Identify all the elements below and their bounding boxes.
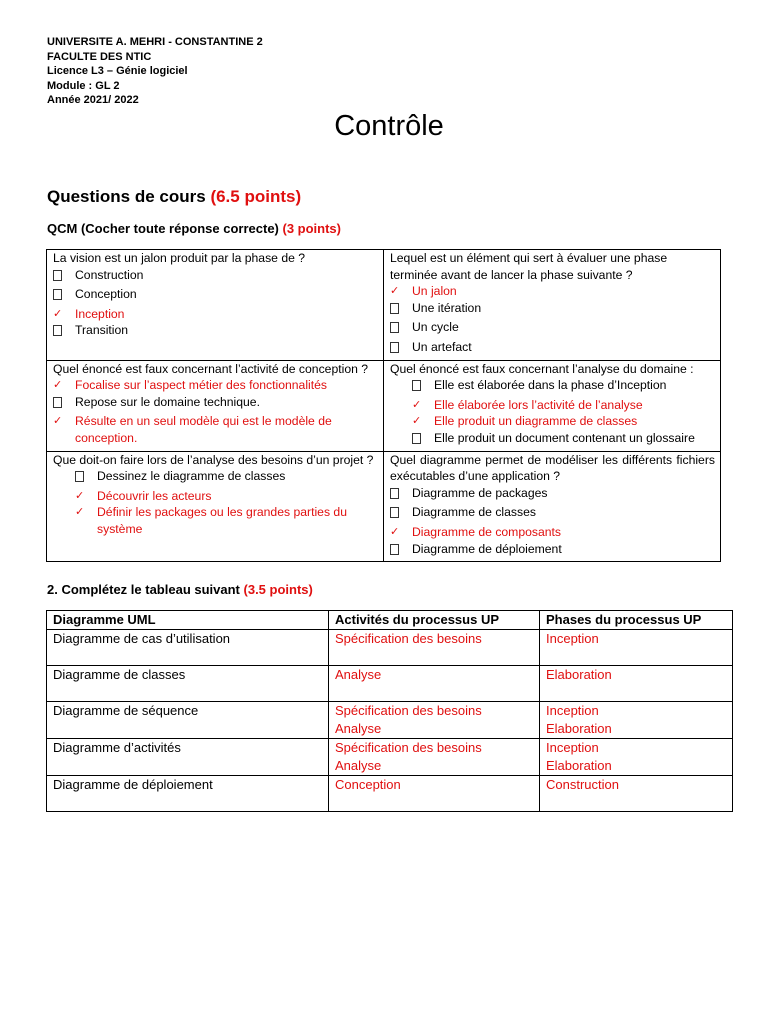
table2-title	[47, 582, 313, 597]
diagram-cell: Diagramme de classes	[47, 666, 329, 702]
option-label: Elle produit un document contenant un glossaire	[434, 430, 695, 445]
option-label: Repose sur le domaine technique.	[75, 394, 260, 409]
checkbox-icon[interactable]	[390, 319, 412, 339]
checkbox-icon[interactable]	[390, 339, 412, 359]
option-item-correct[interactable]	[53, 377, 378, 394]
option-label: Un artefact	[412, 339, 472, 354]
option-item[interactable]	[53, 394, 378, 414]
question-2	[384, 250, 721, 361]
diagram-cell: Diagramme de déploiement	[47, 776, 329, 812]
diagram-cell: Diagramme d’activités	[47, 739, 329, 776]
option-item-correct[interactable]	[53, 413, 378, 446]
option-item-correct[interactable]	[390, 524, 715, 541]
checkbox-icon[interactable]	[53, 267, 75, 287]
option-item[interactable]	[53, 267, 378, 287]
phase-cell[interactable]	[540, 702, 733, 739]
qcm-title	[47, 221, 341, 236]
option-item[interactable]	[53, 286, 378, 306]
option-label: Diagramme de classes	[412, 505, 536, 520]
module-name: Module : GL 2	[47, 79, 120, 92]
activity-cell[interactable]	[329, 666, 540, 702]
option-label: Construction	[75, 267, 144, 282]
option-item[interactable]	[390, 377, 715, 397]
qcm-row	[47, 451, 721, 562]
option-item[interactable]	[390, 485, 715, 505]
option-item-correct[interactable]	[390, 397, 715, 414]
activity-cell[interactable]	[329, 702, 540, 739]
table-row	[47, 666, 733, 702]
diagram-cell: Diagramme de cas d’utilisation	[47, 630, 329, 666]
university-name: UNIVERSITE A. MEHRI - CONSTANTINE 2	[47, 36, 263, 48]
question-text: Que doit-on faire lors de l’analyse des besoins d’un projet ?	[53, 452, 374, 467]
option-label: Elle élaborée lors l’activité de l’analyse	[434, 397, 643, 412]
activity-line: Spécification des besoins	[335, 631, 482, 646]
table2-points: (3.5 points)	[243, 582, 313, 597]
option-label: Elle est élaborée dans la phase d’Inception	[434, 378, 667, 393]
table-row	[47, 739, 733, 776]
section-label: Questions de cours	[47, 187, 206, 206]
option-label: Diagramme de packages	[412, 485, 548, 500]
phase-line: Elaboration	[546, 758, 612, 773]
question-text: Quel énoncé est faux concernant l’activité de conception ?	[53, 361, 369, 376]
activity-line: Conception	[335, 777, 401, 792]
option-item-correct[interactable]	[53, 504, 378, 537]
option-item[interactable]	[390, 300, 715, 320]
checkmark-icon[interactable]: ✓	[390, 525, 400, 538]
question-text: Lequel est un élément qui sert à évaluer une phase terminée avant de lancer la phase suivante ?	[390, 251, 668, 282]
checkbox-icon[interactable]	[412, 377, 434, 397]
activity-cell[interactable]	[329, 630, 540, 666]
checkbox-icon[interactable]	[390, 485, 412, 505]
checkbox-icon[interactable]	[390, 504, 412, 524]
qcm-row	[47, 360, 721, 451]
option-label: Découvrir les acteurs	[97, 488, 212, 503]
qcm-row	[47, 250, 721, 361]
degree-name: Licence L3 – Génie logiciel	[47, 65, 188, 77]
checkmark-icon[interactable]: ✓	[53, 307, 63, 320]
column-header: Activités du processus UP	[329, 611, 540, 630]
checkmark-icon[interactable]: ✓	[53, 415, 63, 428]
option-label: Elle produit un diagramme de classes	[434, 414, 638, 429]
phase-cell[interactable]	[540, 630, 733, 666]
option-label: Un jalon	[412, 284, 457, 299]
section-points: (6.5 points)	[210, 187, 302, 206]
faculty-name: FACULTE DES NTIC	[47, 50, 152, 63]
option-label: Une itération	[412, 300, 482, 315]
phase-cell[interactable]	[540, 666, 733, 702]
option-item[interactable]	[390, 339, 715, 359]
option-item[interactable]	[390, 319, 715, 339]
phase-line: Inception	[546, 631, 599, 646]
checkmark-icon[interactable]: ✓	[412, 398, 422, 411]
option-item-correct[interactable]	[53, 306, 378, 323]
activity-line: Analyse	[335, 667, 382, 682]
qcm-label: QCM (Cocher toute réponse correcte)	[47, 221, 279, 236]
checkbox-icon[interactable]	[75, 468, 97, 488]
question-1	[47, 250, 384, 361]
checkbox-icon[interactable]	[412, 430, 434, 450]
question-3	[47, 360, 384, 451]
document-header	[47, 35, 263, 108]
diagram-cell: Diagramme de séquence	[47, 702, 329, 739]
question-text: La vision est un jalon produit par la phase de ?	[53, 251, 306, 265]
question-4	[384, 360, 721, 451]
section-title	[47, 187, 301, 207]
checkbox-icon[interactable]	[53, 322, 75, 342]
option-label: Diagramme de composants	[412, 524, 562, 539]
option-item-correct[interactable]	[390, 413, 715, 430]
qcm-points: (3 points)	[282, 221, 341, 236]
page-title: Contrôle	[334, 110, 444, 142]
option-item[interactable]	[53, 468, 378, 488]
question-text: Quel diagramme permet de modéliser les différents fichiers exécutables d’une application ?	[390, 452, 715, 484]
checkbox-icon[interactable]	[390, 300, 412, 320]
option-item-correct[interactable]	[390, 283, 715, 300]
checkbox-icon[interactable]	[53, 286, 75, 306]
table-row	[47, 702, 733, 739]
option-label: Diagramme de déploiement	[412, 541, 562, 556]
table-row	[47, 776, 733, 812]
academic-year: Année 2021/ 2022	[47, 94, 139, 106]
question-5	[47, 451, 384, 562]
activity-cell[interactable]	[329, 776, 540, 812]
phase-cell[interactable]	[540, 776, 733, 812]
table-row	[47, 630, 733, 666]
activity-line: Analyse	[335, 721, 382, 736]
activity-line: Spécification des besoins	[335, 703, 482, 718]
option-item[interactable]	[390, 504, 715, 524]
option-label: Un cycle	[412, 320, 459, 335]
checkmark-icon[interactable]: ✓	[53, 379, 63, 392]
phase-line: Construction	[546, 777, 619, 792]
option-label: Conception	[75, 287, 137, 302]
option-label: Définir les packages ou les grandes parties du système	[97, 505, 347, 536]
phase-line: Elaboration	[546, 667, 612, 682]
checkbox-icon[interactable]	[390, 541, 412, 561]
option-label: Inception	[75, 306, 125, 321]
option-label: Transition	[75, 323, 129, 338]
table2-label: 2. Complétez le tableau suivant	[47, 582, 240, 597]
option-label: Dessinez le diagramme de classes	[97, 469, 286, 484]
checkmark-icon[interactable]: ✓	[390, 285, 400, 298]
up-process-table	[46, 610, 733, 812]
activity-line: Analyse	[335, 758, 382, 773]
activity-line: Spécification des besoins	[335, 740, 482, 755]
activity-cell[interactable]	[329, 739, 540, 776]
checkmark-icon[interactable]: ✓	[75, 506, 85, 519]
qcm-table	[46, 249, 721, 562]
option-item[interactable]	[390, 541, 715, 561]
question-6	[384, 451, 721, 562]
option-item[interactable]	[53, 322, 378, 342]
phase-line: Inception	[546, 740, 599, 755]
phase-line: Inception	[546, 703, 599, 718]
column-header: Diagramme UML	[47, 611, 329, 630]
phase-line: Elaboration	[546, 721, 612, 736]
table-header-row	[47, 611, 733, 630]
option-item[interactable]	[390, 430, 715, 450]
option-label: Focalise sur l’aspect métier des fonctionnalités	[75, 378, 327, 393]
checkmark-icon[interactable]: ✓	[75, 489, 85, 502]
column-header: Phases du processus UP	[540, 611, 733, 630]
option-label: Résulte en un seul modèle qui est le modèle de conception.	[75, 414, 332, 445]
question-text: Quel énoncé est faux concernant l’analyse du domaine :	[390, 361, 694, 376]
checkbox-icon[interactable]	[53, 394, 75, 414]
option-item-correct[interactable]	[53, 488, 378, 505]
phase-cell[interactable]	[540, 739, 733, 776]
checkmark-icon[interactable]: ✓	[412, 415, 422, 428]
